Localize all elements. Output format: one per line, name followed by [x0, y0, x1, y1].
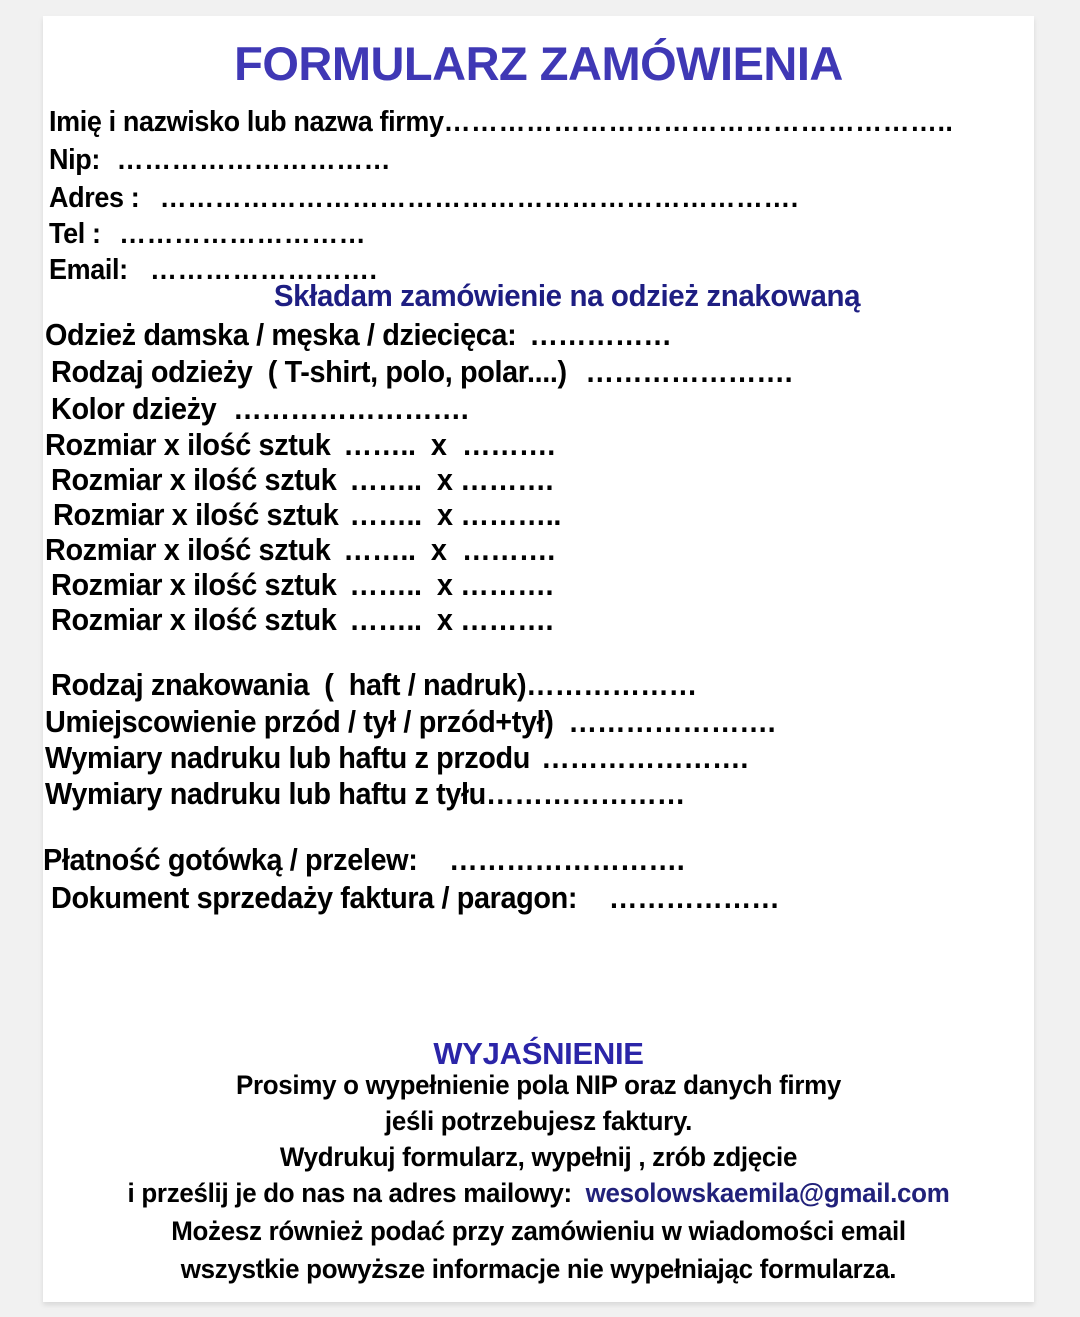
- field-label-name: Imię i nazwisko lub nazwa firmy: [49, 106, 444, 138]
- field-label-tel: Tel :: [49, 218, 101, 250]
- order-row-size-qty-5: [51, 569, 553, 600]
- order-label-size-qty-5: Rozmiar x ilość sztuk: [51, 567, 337, 602]
- marking-label-front-size: Wymiary nadruku lub haftu z przodu: [45, 740, 530, 775]
- order-dots-clothing-kind[interactable]: ………………….: [585, 354, 793, 389]
- order-label-clothing-kind: Rodzaj odzieży ( T-shirt, polo, polar....): [51, 354, 567, 389]
- order-label-size-qty-2: Rozmiar x ilość sztuk: [51, 462, 337, 497]
- marking-label-type: Rodzaj znakowania ( haft / nadruk): [51, 667, 527, 702]
- payment-dots-document[interactable]: ………………: [608, 880, 780, 915]
- payment-row-method: [43, 844, 684, 875]
- field-row-nip: [49, 146, 391, 175]
- field-label-adres: Adres :: [49, 182, 140, 214]
- order-label-size-qty-4: Rozmiar x ilość sztuk: [45, 532, 331, 567]
- payment-label-method: Płatność gotówką / przelew:: [43, 842, 418, 877]
- order-row-size-qty-1: [45, 429, 555, 460]
- marking-dots-front-size[interactable]: ………………….: [541, 740, 748, 775]
- order-label-size-qty-1: Rozmiar x ilość sztuk: [45, 427, 331, 462]
- explanation-heading: WYJAŚNIENIE: [433, 1036, 644, 1071]
- order-label-size-qty-3: Rozmiar x ilość sztuk: [53, 497, 339, 532]
- explanation-line-2: jeśli potrzebujesz faktury.: [384, 1106, 693, 1136]
- order-dots-size-qty-5[interactable]: …….. x ……….: [349, 567, 554, 602]
- marking-row-type: [51, 669, 697, 700]
- order-label-garment-type: Odzież damska / męska / dziecięca:: [45, 317, 517, 352]
- order-row-size-qty-2: [51, 464, 553, 495]
- order-dots-size-qty-6[interactable]: …….. x ……….: [349, 602, 554, 637]
- page-title: FORMULARZ ZAMÓWIENIA: [234, 37, 843, 90]
- payment-dots-method[interactable]: …………………….: [449, 842, 685, 877]
- field-label-email: Email:: [49, 254, 128, 286]
- order-row-size-qty-3: [53, 499, 561, 530]
- field-dots-adres[interactable]: …………………………………………………………….: [159, 182, 799, 214]
- order-row-color: [51, 393, 468, 424]
- order-label-color: Kolor dzieży: [51, 391, 217, 426]
- payment-label-document: Dokument sprzedaży faktura / paragon:: [51, 880, 578, 915]
- order-row-size-qty-6: [51, 604, 553, 635]
- order-row-size-qty-4: [45, 534, 555, 565]
- form-sheet: [43, 16, 1034, 1302]
- order-dots-size-qty-3[interactable]: …….. x ………..: [349, 497, 561, 532]
- field-row-name: [49, 108, 953, 137]
- marking-row-front-size: [45, 742, 748, 773]
- marking-row-placement: [45, 706, 775, 737]
- field-row-adres: [49, 184, 799, 213]
- order-label-size-qty-6: Rozmiar x ilość sztuk: [51, 602, 337, 637]
- marking-row-back-size: [45, 778, 685, 809]
- payment-row-document: [51, 882, 779, 913]
- order-dots-color[interactable]: …………………….: [233, 391, 469, 426]
- field-dots-nip[interactable]: …………………………: [116, 144, 392, 176]
- marking-dots-back-size[interactable]: …………………: [485, 776, 686, 811]
- order-dots-size-qty-1[interactable]: …….. x ……….: [343, 427, 555, 462]
- field-dots-tel[interactable]: ………………………: [119, 218, 367, 250]
- marking-label-placement: Umiejscowienie przód / tył / przód+tył): [45, 704, 554, 739]
- explanation-line-5: Możesz również podać przy zamówieniu w wiadomości email: [171, 1216, 906, 1246]
- explanation-line-4: [63, 1180, 1014, 1207]
- marking-label-back-size: Wymiary nadruku lub haftu z tyłu: [45, 776, 486, 811]
- order-dots-size-qty-2[interactable]: …….. x ……….: [349, 462, 554, 497]
- order-row-garment-type: [45, 319, 672, 350]
- field-dots-email[interactable]: …………………….: [150, 254, 378, 286]
- marking-dots-type[interactable]: ………………: [526, 667, 697, 702]
- marking-dots-placement[interactable]: ………………….: [568, 704, 776, 739]
- explanation-mail-prefix: i prześlij je do nas na adres mailowy:: [127, 1178, 586, 1208]
- order-section-heading: Składam zamówienie na odzież znakowaną: [273, 278, 861, 313]
- explanation-line-3: Wydrukuj formularz, wypełnij , zrób zdjęcie: [279, 1142, 798, 1172]
- field-row-tel: [49, 220, 366, 249]
- field-label-nip: Nip:: [49, 144, 100, 176]
- order-dots-size-qty-4[interactable]: …….. x ……….: [343, 532, 555, 567]
- order-dots-garment-type[interactable]: ……………: [529, 317, 672, 352]
- field-dots-name[interactable]: ………………………………………………..: [443, 106, 954, 138]
- contact-email-address[interactable]: wesolowskaemila@gmail.com: [585, 1178, 950, 1208]
- explanation-line-6: wszystkie powyższe informacje nie wypełniając formularza.: [180, 1254, 897, 1284]
- explanation-line-1: Prosimy o wypełnienie pola NIP oraz danych firmy: [235, 1070, 842, 1100]
- order-row-clothing-kind: [51, 356, 792, 387]
